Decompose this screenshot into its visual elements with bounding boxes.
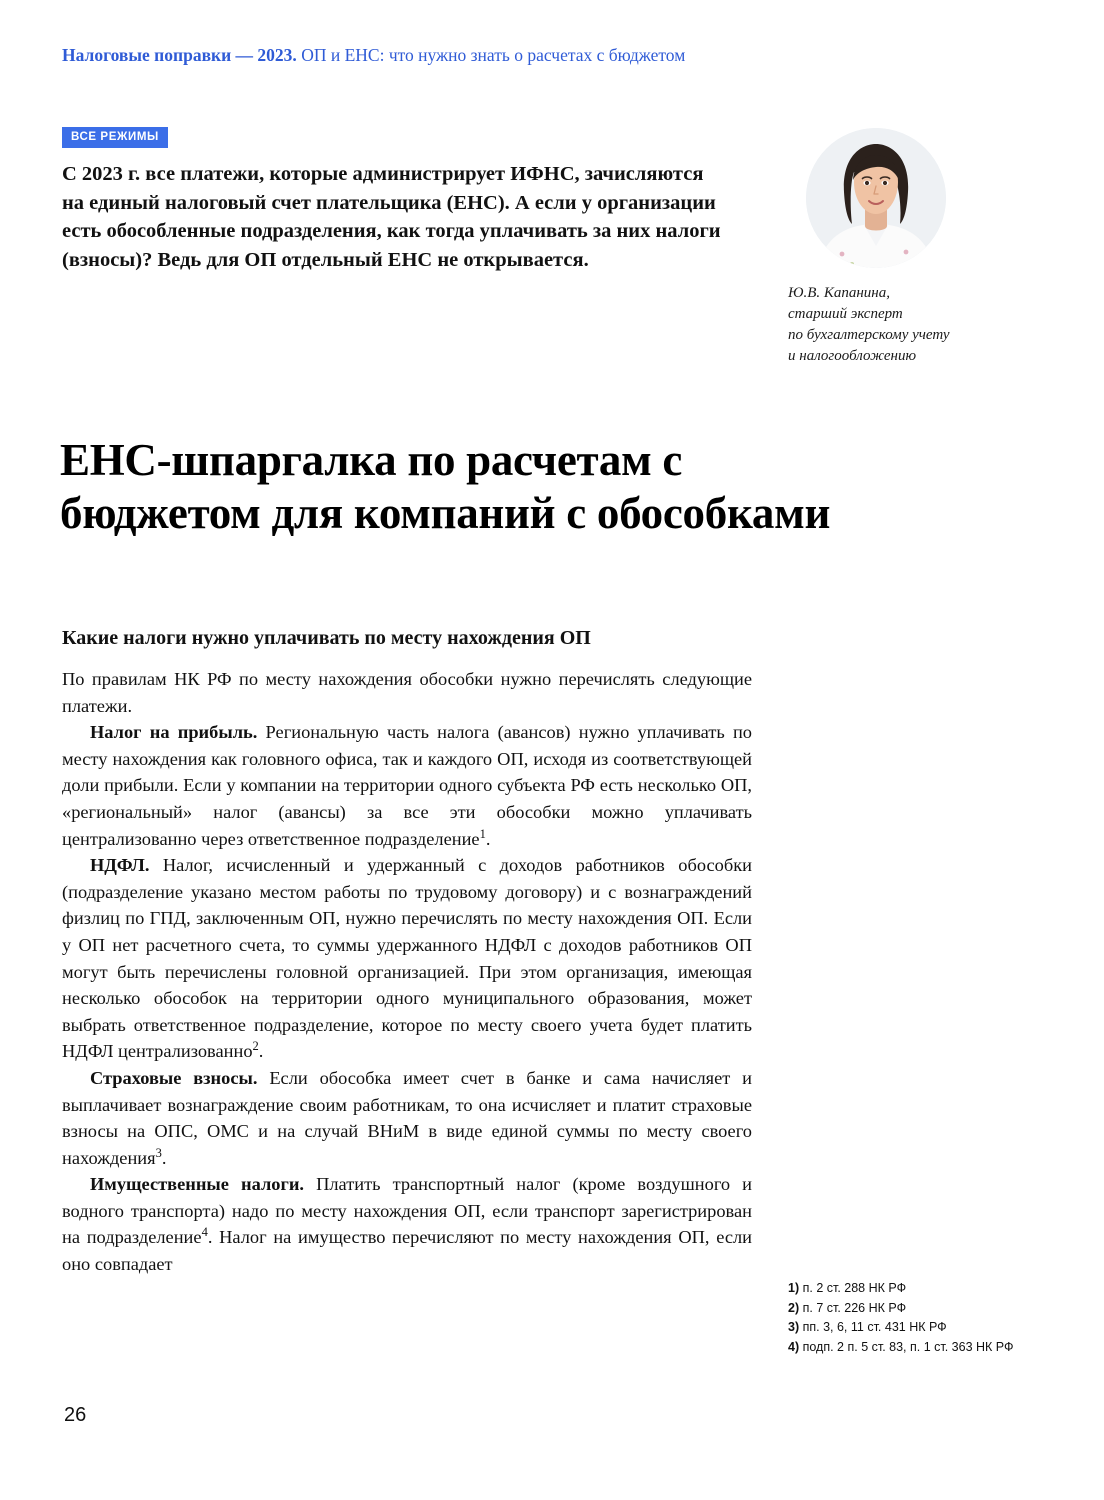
lead-question: С 2023 г. все платежи, которые администрирует ИФНС, зачисляются на единый налоговый счет плательщика (ЕНС). А если у организации есть обособленные подразделения, как тогда уплачивать за них налоги (взносы)? Ведь для ОП отдельный ЕНС не открывается. xyxy=(62,163,721,271)
paragraph-profit-tax-text: Региональную часть налога (авансов) нужно уплачивать по месту нахождения как головного офиса, так и каждого ОП, исходя из соответствующей доли прибыли. Если у компании на территории одного субъекта РФ есть несколько ОП, «региональный» налог (авансы) за все эти обособки можно уплачивать централизованно через ответственное подразделение xyxy=(62,722,752,849)
lead-in-property-tax: Имущественные налоги. xyxy=(90,1174,305,1195)
author-role-line-3: и налогообложению xyxy=(788,348,917,364)
paragraph-ndfl xyxy=(62,852,752,1065)
paragraph-property-tax xyxy=(62,1171,752,1277)
footnote-marker-3: 3) xyxy=(788,1320,800,1334)
running-head xyxy=(62,44,1042,66)
lead-in-profit-tax: Налог на прибыль. xyxy=(90,722,258,743)
paragraph-insurance xyxy=(62,1065,752,1171)
status-badge: ВСЕ РЕЖИМЫ xyxy=(62,127,168,148)
author-role-line-2: по бухгалтерскому учету xyxy=(788,327,950,343)
footnote-item-2 xyxy=(788,1299,1038,1318)
footnote-ref-2: 2 xyxy=(252,1039,259,1054)
footnote-text-4: подп. 2 п. 5 ст. 83, п. 1 ст. 363 НК РФ xyxy=(799,1339,1014,1354)
lead-in-insurance: Страховые взносы. xyxy=(90,1067,258,1088)
footnote-marker-1: 1) xyxy=(788,1281,800,1295)
footnote-text-2: п. 7 ст. 226 НК РФ xyxy=(799,1300,907,1315)
running-head-subtitle: ОП и ЕНС: что нужно знать о расчетах с бюджетом xyxy=(296,45,686,65)
paragraph-property-tax-text: Платить транспортный налог (кроме воздушного и водного транспорта) надо по месту нахождения ОП, если транспорт зарегистрирован на подразделение xyxy=(62,1174,752,1248)
running-head-title: Налоговые поправки — 2023. xyxy=(62,45,297,65)
footnote-item-1 xyxy=(788,1279,1038,1298)
footnote-marker-2: 2) xyxy=(788,1300,800,1315)
author-caption xyxy=(788,283,1018,367)
footnote-ref-1: 1 xyxy=(479,826,486,841)
paragraph-intro: По правилам НК РФ по месту нахождения обособки нужно перечислять следующие платежи. xyxy=(62,669,752,716)
author-portrait-icon xyxy=(806,128,946,268)
article-body xyxy=(62,625,752,1278)
footnote-list xyxy=(788,1279,1038,1357)
paragraph-insurance-end: . xyxy=(161,1147,167,1168)
footnote-text-1: п. 2 ст. 288 НК РФ xyxy=(799,1281,907,1295)
footnote-ref-3: 3 xyxy=(155,1145,162,1160)
author-role-line-1: старший эксперт xyxy=(788,306,903,322)
footnote-text-3: пп. 3, 6, 11 ст. 431 НК РФ xyxy=(799,1320,947,1334)
footnote-item-4 xyxy=(788,1338,1038,1357)
footnote-item-3 xyxy=(788,1318,1038,1337)
section-subheading: Какие налоги нужно уплачивать по месту нахождения ОП xyxy=(62,627,591,649)
page-title: ЕНС-шпаргалка по расчетам с бюджетом для компаний с обособками xyxy=(60,435,831,539)
lead-in-ndfl: НДФЛ. xyxy=(90,855,150,876)
avatar xyxy=(806,128,946,268)
paragraph-ndfl-end: . xyxy=(258,1041,264,1062)
footnote-ref-4: 4 xyxy=(201,1225,208,1240)
page-number: 26 xyxy=(64,1404,87,1426)
footnote-marker-4: 4) xyxy=(788,1339,800,1354)
paragraph-profit-tax xyxy=(62,719,752,852)
paragraph-insurance-text: Если обособка имеет счет в банке и сама начисляет и выплачивает вознаграждение своим работникам, то она исчисляет и платит страховые взносы на ОПС, ОМС и на случай ВНиМ в виде единой суммы по месту своего нахождения xyxy=(62,1067,752,1168)
author-name: Ю.В. Капанина, xyxy=(788,285,890,301)
paragraph-profit-tax-end: . xyxy=(485,828,491,849)
paragraph-ndfl-text: Налог, исчисленный и удержанный с доходов работников обособки (подразделение указано местом работы по трудовому договору) и с вознаграждений физлиц по ГПД, заключенным ОП, нужно перечислять по месту нахождения ОП. Если у ОП нет расчетного счета, то суммы удержанного НДФЛ с доходов работников ОП могут быть перечислены головной организацией. При этом организация, имеющая несколько обособок на территории одного муниципального образования, может выбрать ответственное подразделение, которое по месту своего учета будет платить НДФЛ централизованно xyxy=(62,855,752,1062)
paragraph-property-tax-end: . Налог на имущество перечисляют по месту нахождения ОП, если оно совпадает xyxy=(62,1227,752,1275)
